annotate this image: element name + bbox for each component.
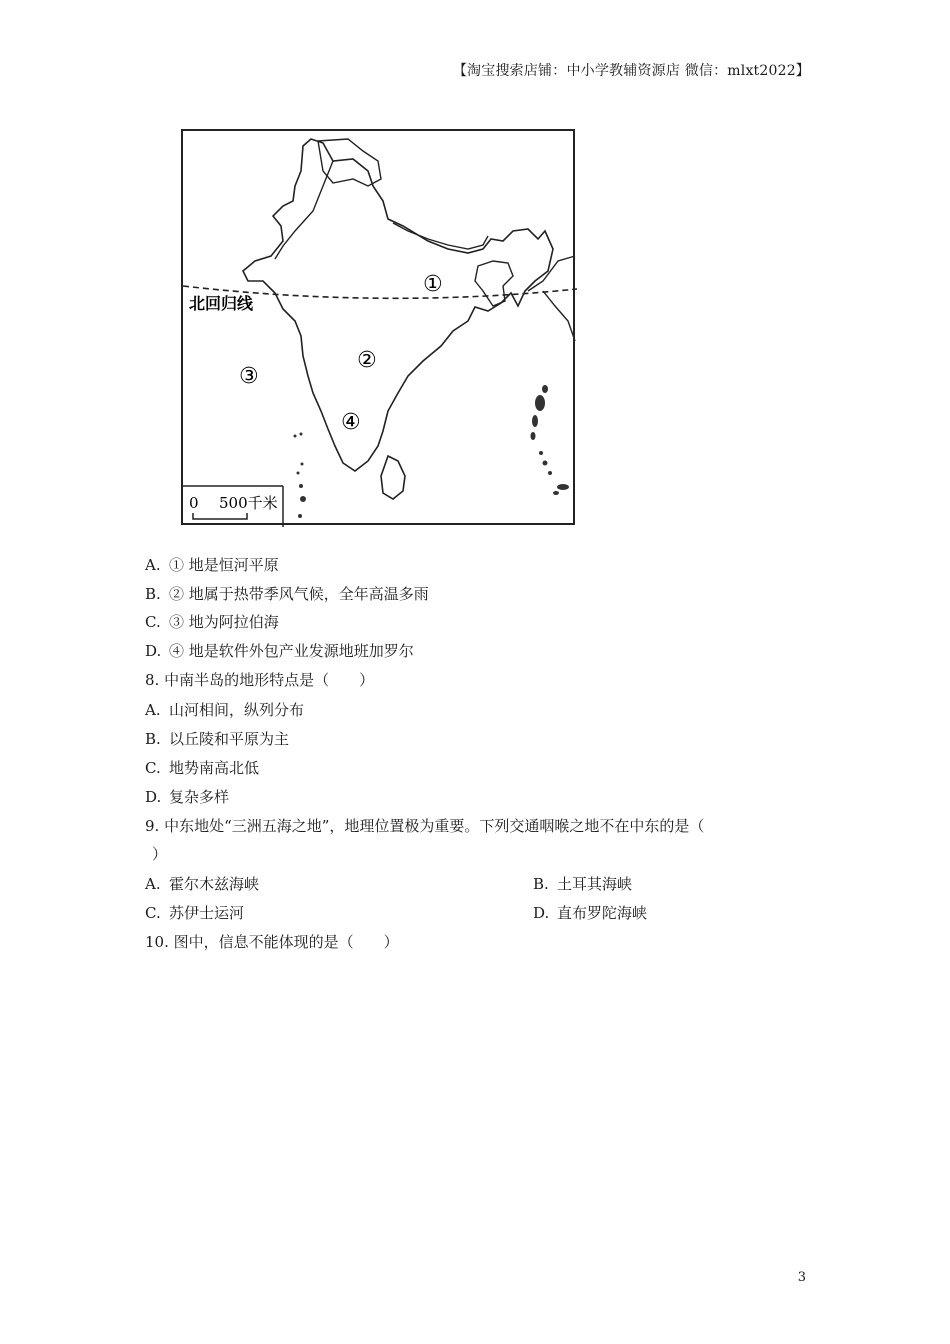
map-drawing [183,131,577,527]
q9-option-b[interactable]: B. 土耳其海峡 [533,875,633,893]
scale-bar [193,513,247,519]
q8-stem: 8. 中南半岛的地形特点是（ ） [145,671,375,689]
q8-option-d[interactable]: D. 复杂多样 [145,788,230,806]
q9-stem-line2: ） [152,845,168,863]
q7-option-a[interactable]: A. ① 地是恒河平原 [145,556,279,574]
q7-option-c[interactable]: C. ③ 地为阿拉伯海 [145,613,279,631]
q8-option-a[interactable]: A. 山河相间，纵列分布 [145,701,305,719]
q9-option-d[interactable]: D. 直布罗陀海峡 [533,904,648,922]
q9-option-c[interactable]: C. 苏伊士运河 [145,904,245,922]
pakistan-border [275,161,333,259]
marker-4: ④ [341,410,361,435]
bangladesh-outline [475,261,513,306]
q9-option-a[interactable]: A. 霍尔木兹海峡 [145,875,260,893]
q8-option-b[interactable]: B. 以丘陵和平原为主 [145,730,290,748]
marker-3: ③ [239,364,259,389]
marker-1: ① [423,272,443,297]
q10-stem: 10. 图中，信息不能体现的是（ ） [145,933,399,951]
sri-lanka [381,456,405,499]
andaman-islands [531,385,570,495]
kashmir-outline [318,139,381,186]
q8-option-c[interactable]: C. 地势南高北低 [145,759,260,777]
scale-zero: 0 [189,494,199,512]
maldives-islands [294,433,307,519]
q7-option-d[interactable]: D. ④ 地是软件外包产业发源地班加罗尔 [145,642,414,660]
q9-stem-line1: 9. 中东地处“三洲五海之地”，地理位置极为重要。下列交通咽喉之地不在中东的是（ [145,817,705,835]
marker-2: ② [357,348,377,373]
india-outline [243,139,553,471]
q7-option-b[interactable]: B. ② 地属于热带季风气候，全年高温多雨 [145,585,429,603]
page-number: 3 [797,1270,806,1285]
scale-label: 500千米 [219,494,278,512]
south-asia-map [181,129,575,525]
nepal-border [393,223,488,249]
tropic-label: 北回归线 [189,294,254,313]
page-header: 【淘宝搜索店铺：中小学教辅资源店 微信：mlxt2022】 [452,63,810,79]
myanmar-coast [528,256,575,341]
